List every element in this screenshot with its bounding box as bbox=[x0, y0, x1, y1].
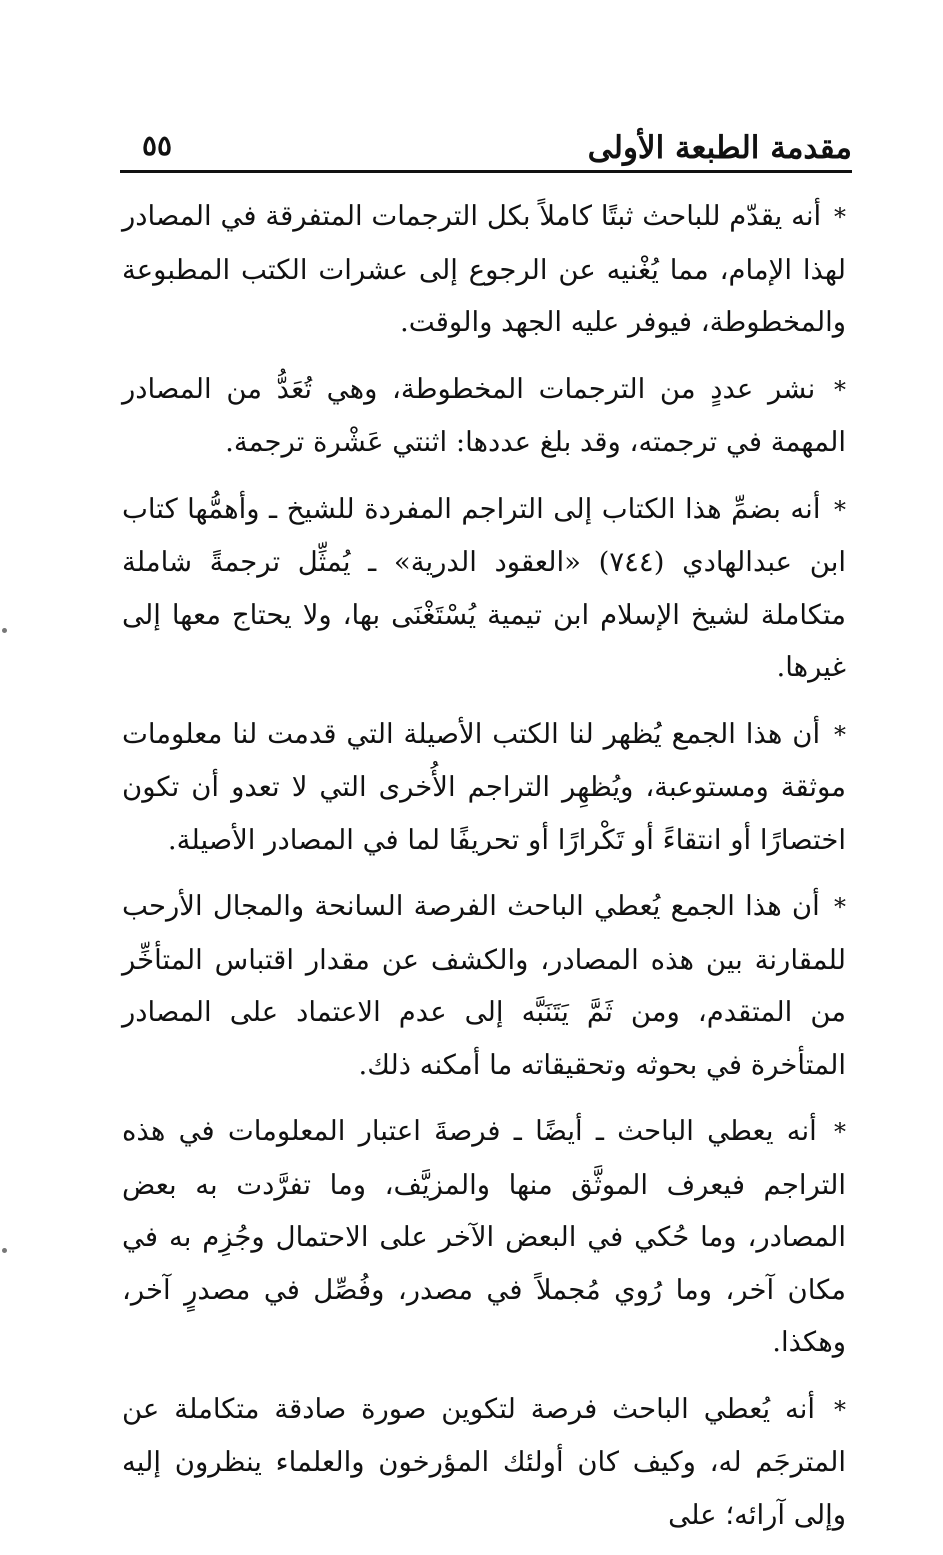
paragraph bbox=[122, 190, 846, 349]
paragraph bbox=[122, 1105, 846, 1369]
paragraph bbox=[122, 483, 846, 694]
paragraph-text: أن هذا الجمع يُظهر لنا الكتب الأصيلة التي قدمت لنا معلومات موثقة ومستوعبة، ويُظهِر التراجم الأُخرى التي لا تعدو أن تكون اختصارًا أو انتقاءً أو تَكْرارًا أو تحريفًا لما في المصادر الأصيلة. bbox=[122, 717, 846, 856]
page-number: ٥٥ bbox=[142, 129, 173, 162]
paragraph-text: أنه يُعطي الباحث فرصة لتكوين صورة صادقة متكاملة عن المترجَم له، وكيف كان أولئك المؤرخون والعلماء ينظرون إليه وإلى آرائه؛ على bbox=[122, 1392, 846, 1531]
page-header bbox=[120, 122, 852, 173]
paragraph-text: أنه يقدّم للباحث ثبتًا كاملاً بكل الترجمات المتفرقة في المصادر لهذا الإمام، مما يُغْنيه عن الرجوع إلى عشرات الكتب المطبوعة والمخطوطة، فيوفر عليه الجهد والوقت. bbox=[122, 200, 846, 338]
bullet-star-icon: * bbox=[834, 203, 846, 231]
paragraph bbox=[122, 363, 846, 469]
paragraph-text: أنه بضمِّ هذا الكتاب إلى التراجم المفردة للشيخ ـ وأهمُّها كتاب ابن عبدالهادي (٧٤٤) «العقود الدرية» ـ يُمثِّل ترجمةً شاملة متكاملة لشيخ الإسلام ابن تيمية يُسْتَغْنَى بها، ولا يحتاج معها إلى غيرها. bbox=[122, 492, 846, 683]
bullet-star-icon: * bbox=[834, 495, 846, 524]
paragraph bbox=[122, 708, 846, 867]
paragraph-text: أنه يعطي الباحث ـ أيضًا ـ فرصةَ اعتبار المعلومات في هذه التراجم فيعرف الموثَّق منها والمزيَّف، وما تفرَّدت به بعض المصادر، وما حُكي في البعض الآخر على الاحتمال وجُزِم به في مكان آخر، وما رُوي مُجملاً في مصدر، وفُصِّل في مصدرٍ آخر، وهكذا. bbox=[122, 1115, 846, 1358]
paragraph-text: نشر عددٍ من الترجمات المخطوطة، وهي تُعَدُّ من المصادر المهمة في ترجمته، وقد بلغ عددها: اثنتي عَشْرة ترجمة. bbox=[122, 372, 846, 458]
bullet-star-icon: * bbox=[834, 893, 846, 921]
bullet-star-icon: * bbox=[833, 375, 846, 404]
bullet-star-icon: * bbox=[834, 720, 846, 749]
running-head-title: مقدمة الطبعة الأولى bbox=[587, 130, 852, 166]
paragraph-text: أن هذا الجمع يُعطي الباحث الفرصة السانحة والمجال الأرحب للمقارنة بين هذه المصادر، والكشف عن مقدار اقتباس المتأخِّر من المتقدم، ومن ثَمَّ يَتَنَبَّه إلى عدم الاعتماد على المصادر المتأخرة في بحوثه وتحقيقاته ما أمكنه ذلك. bbox=[122, 890, 846, 1081]
scan-speck bbox=[2, 628, 7, 633]
paragraph bbox=[122, 880, 846, 1091]
page-body bbox=[122, 190, 846, 1555]
bullet-star-icon: * bbox=[833, 1395, 846, 1424]
bullet-star-icon: * bbox=[834, 1118, 847, 1146]
paragraph bbox=[122, 1383, 846, 1542]
scan-speck bbox=[2, 1248, 7, 1253]
